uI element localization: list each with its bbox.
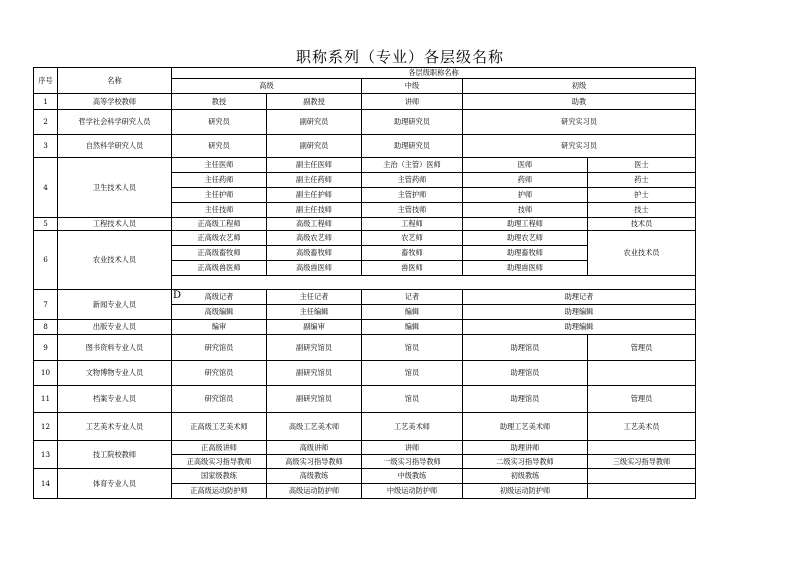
cell-vice-senior: 高级畜牧师 [267, 246, 362, 261]
cell-junior: 研究实习员 [463, 135, 696, 158]
cell-assistant: 工艺美术员 [588, 413, 696, 441]
cell-assistant: 技士 [588, 203, 696, 218]
cell-vice-senior: 高级教练 [267, 469, 362, 484]
table-row [34, 231, 696, 246]
cell-senior: 研究馆员 [172, 386, 267, 413]
row-number: 6 [34, 231, 58, 290]
cell-senior: 正高级实习指导教师 [172, 455, 267, 469]
cell-mid: 工艺美术师 [362, 413, 463, 441]
header-mid: 中级 [362, 79, 463, 94]
row-number: 12 [34, 413, 58, 441]
cell-senior: 编审 [172, 320, 267, 335]
cell-assistant: 技术员 [588, 218, 696, 231]
cell-mid: 中级运动防护师 [362, 484, 463, 499]
row-name: 哲学社会科学研究人员 [58, 110, 172, 135]
cell-junior: 研究实习员 [463, 110, 696, 135]
cell-senior: 教授 [172, 94, 267, 110]
cell-vice-senior: 高级讲师 [267, 441, 362, 455]
table-row [34, 469, 696, 484]
cell-senior: 正高级畜牧师 [172, 246, 267, 261]
cell-vice-senior: 高级实习指导教师 [267, 455, 362, 469]
header-name: 名称 [58, 68, 172, 94]
cell-junior: 二级实习指导教师 [463, 455, 588, 469]
cell-senior: 高级记者 [172, 290, 267, 305]
page-title: 职称系列（专业）各层级名称 [295, 48, 504, 66]
cell-senior: 研究馆员 [172, 335, 267, 361]
cell-senior: 主任技师 [172, 203, 267, 218]
cell-senior: 主任护师 [172, 188, 267, 203]
row-number: 9 [34, 335, 58, 361]
table-row [34, 135, 696, 158]
cell-mid: 编辑 [362, 320, 463, 335]
table-row [34, 413, 696, 441]
cell-vice-senior: 副教授 [267, 94, 362, 110]
title-table [33, 67, 696, 499]
row-name: 体育专业人员 [58, 469, 172, 499]
cell-senior: 国家级教练 [172, 469, 267, 484]
cell-assistant: 三级实习指导教师 [588, 455, 696, 469]
cell-mid: 记者 [362, 290, 463, 305]
cell-vice-senior: 高级农艺师 [267, 231, 362, 246]
table-row [34, 94, 696, 110]
cell-vice-senior: 副研究员 [267, 135, 362, 158]
cell-assistant [588, 361, 696, 386]
cell-senior: 正高级工程师 [172, 218, 267, 231]
row-number: 11 [34, 386, 58, 413]
row-number: 8 [34, 320, 58, 335]
cell-junior: 助理馆员 [463, 335, 588, 361]
row-number: 10 [34, 361, 58, 386]
cell-mid: 助理研究员 [362, 135, 463, 158]
cell-mid: 讲师 [362, 441, 463, 455]
cell-senior: 正高级运动防护师 [172, 484, 267, 499]
cell-junior: 助理馆员 [463, 361, 588, 386]
row-number: 14 [34, 469, 58, 499]
cell-junior: 助理馆员 [463, 386, 588, 413]
row-name: 文物博物专业人员 [58, 361, 172, 386]
cell-mid: 讲师 [362, 94, 463, 110]
table-row [34, 290, 696, 305]
cell-vice-senior: 副主任技师 [267, 203, 362, 218]
cell-senior: 高级编辑 [172, 305, 267, 320]
cell-mid: 馆员 [362, 386, 463, 413]
cell-vice-senior: 高级工艺美术师 [267, 413, 362, 441]
row-name: 出版专业人员 [58, 320, 172, 335]
row-number: 4 [34, 158, 58, 218]
cell-junior: 技师 [463, 203, 588, 218]
cell-senior: 正高级兽医师 [172, 261, 267, 276]
cell-senior: 正高级讲师 [172, 441, 267, 455]
cell-mid: 主管药师 [362, 173, 463, 188]
cell-vice-senior: 主任编辑 [267, 305, 362, 320]
cell-vice-senior: 副研究馆员 [267, 361, 362, 386]
cell-junior: 助教 [463, 94, 696, 110]
cell-assistant [588, 469, 696, 484]
cell-assistant: 护士 [588, 188, 696, 203]
cell-vice-senior: 副主任药师 [267, 173, 362, 188]
row-name: 新闻专业人员 [58, 290, 172, 320]
header-high: 高级 [172, 79, 362, 94]
row-name: 技工院校教师 [58, 441, 172, 469]
row-number: 3 [34, 135, 58, 158]
cell-vice-senior: 副研究员 [267, 110, 362, 135]
cell-assistant: 管理员 [588, 386, 696, 413]
cell-mid: 畜牧师 [362, 246, 463, 261]
table-row [34, 361, 696, 386]
table-row [34, 110, 696, 135]
cell-mid: 主治（主管）医师 [362, 158, 463, 173]
cell-junior: 助理编辑 [463, 305, 696, 320]
cell-junior: 药师 [463, 173, 588, 188]
cell-mid: 工程师 [362, 218, 463, 231]
cell-senior: 正高级农艺师 [172, 231, 267, 246]
row-name: 农业技术人员 [58, 231, 172, 290]
cell-junior: 助理编辑 [463, 320, 696, 335]
cell-vice-senior: 主任记者 [267, 290, 362, 305]
row-name: 图书资料专业人员 [58, 335, 172, 361]
cell-mid: 主管护师 [362, 188, 463, 203]
cell-junior: 初级运动防护师 [463, 484, 588, 499]
row-number: 1 [34, 94, 58, 110]
cell-assistant [588, 441, 696, 455]
cell-assistant [588, 484, 696, 499]
cell-vice-senior: 高级工程师 [267, 218, 362, 231]
row-number: 13 [34, 441, 58, 469]
row-name: 自然科学研究人员 [58, 135, 172, 158]
cell-junior: 助理工程师 [463, 218, 588, 231]
table-row [34, 441, 696, 455]
cell-senior: 主任药师 [172, 173, 267, 188]
table-row [34, 158, 696, 173]
row-name: 工程技术人员 [58, 218, 172, 231]
cell-assistant: 药士 [588, 173, 696, 188]
cell-vice-senior: 高级兽医师 [267, 261, 362, 276]
row-name: 档案专业人员 [58, 386, 172, 413]
cell-mid: 农艺师 [362, 231, 463, 246]
cell-vice-senior: 高级运动防护师 [267, 484, 362, 499]
cell-vice-senior: 副编审 [267, 320, 362, 335]
cell-junior: 护师 [463, 188, 588, 203]
row-number: 7 [34, 290, 58, 320]
cell-assistant: 医士 [588, 158, 696, 173]
cell-junior: 助理讲师 [463, 441, 588, 455]
cell-senior: 研究员 [172, 135, 267, 158]
stray-mark: D [173, 290, 182, 301]
cell-assistant: 管理员 [588, 335, 696, 361]
header-group: 各层级职称名称 [172, 68, 696, 79]
cell-senior: 正高级工艺美术师 [172, 413, 267, 441]
cell-senior: 研究员 [172, 110, 267, 135]
cell-mid: 兽医师 [362, 261, 463, 276]
cell-junior: 助理兽医师 [463, 261, 588, 276]
row-number: 2 [34, 110, 58, 135]
cell-vice-senior: 副主任护师 [267, 188, 362, 203]
cell-mid: 编辑 [362, 305, 463, 320]
row-name: 工艺美术专业人员 [58, 413, 172, 441]
cell-mid: 馆员 [362, 361, 463, 386]
table-row [34, 218, 696, 231]
cell-junior: 助理农艺师 [463, 231, 588, 246]
cell-junior: 助理畜牧师 [463, 246, 588, 261]
cell-mid: 助理研究员 [362, 110, 463, 135]
header-seq: 序号 [34, 68, 58, 94]
cell-senior: 研究馆员 [172, 361, 267, 386]
cell-mid: 一级实习指导教师 [362, 455, 463, 469]
cell-mid: 主管技师 [362, 203, 463, 218]
table-row [34, 335, 696, 361]
cell-senior: 主任医师 [172, 158, 267, 173]
row-number: 5 [34, 218, 58, 231]
cell-junior: 助理工艺美术师 [463, 413, 588, 441]
row-name: 卫生技术人员 [58, 158, 172, 218]
cell-junior: 助理记者 [463, 290, 696, 305]
empty-cell [172, 276, 696, 290]
cell-junior: 医师 [463, 158, 588, 173]
table-row [34, 386, 696, 413]
cell-mid: 馆员 [362, 335, 463, 361]
cell-junior: 初级教练 [463, 469, 588, 484]
cell-mid: 中级教练 [362, 469, 463, 484]
cell-vice-senior: 副研究馆员 [267, 386, 362, 413]
cell-vice-senior: 副主任医师 [267, 158, 362, 173]
cell-assistant: 农业技术员 [588, 231, 696, 276]
row-name: 高等学校教师 [58, 94, 172, 110]
table-row [34, 320, 696, 335]
header-junior: 初级 [463, 79, 696, 94]
cell-vice-senior: 副研究馆员 [267, 335, 362, 361]
